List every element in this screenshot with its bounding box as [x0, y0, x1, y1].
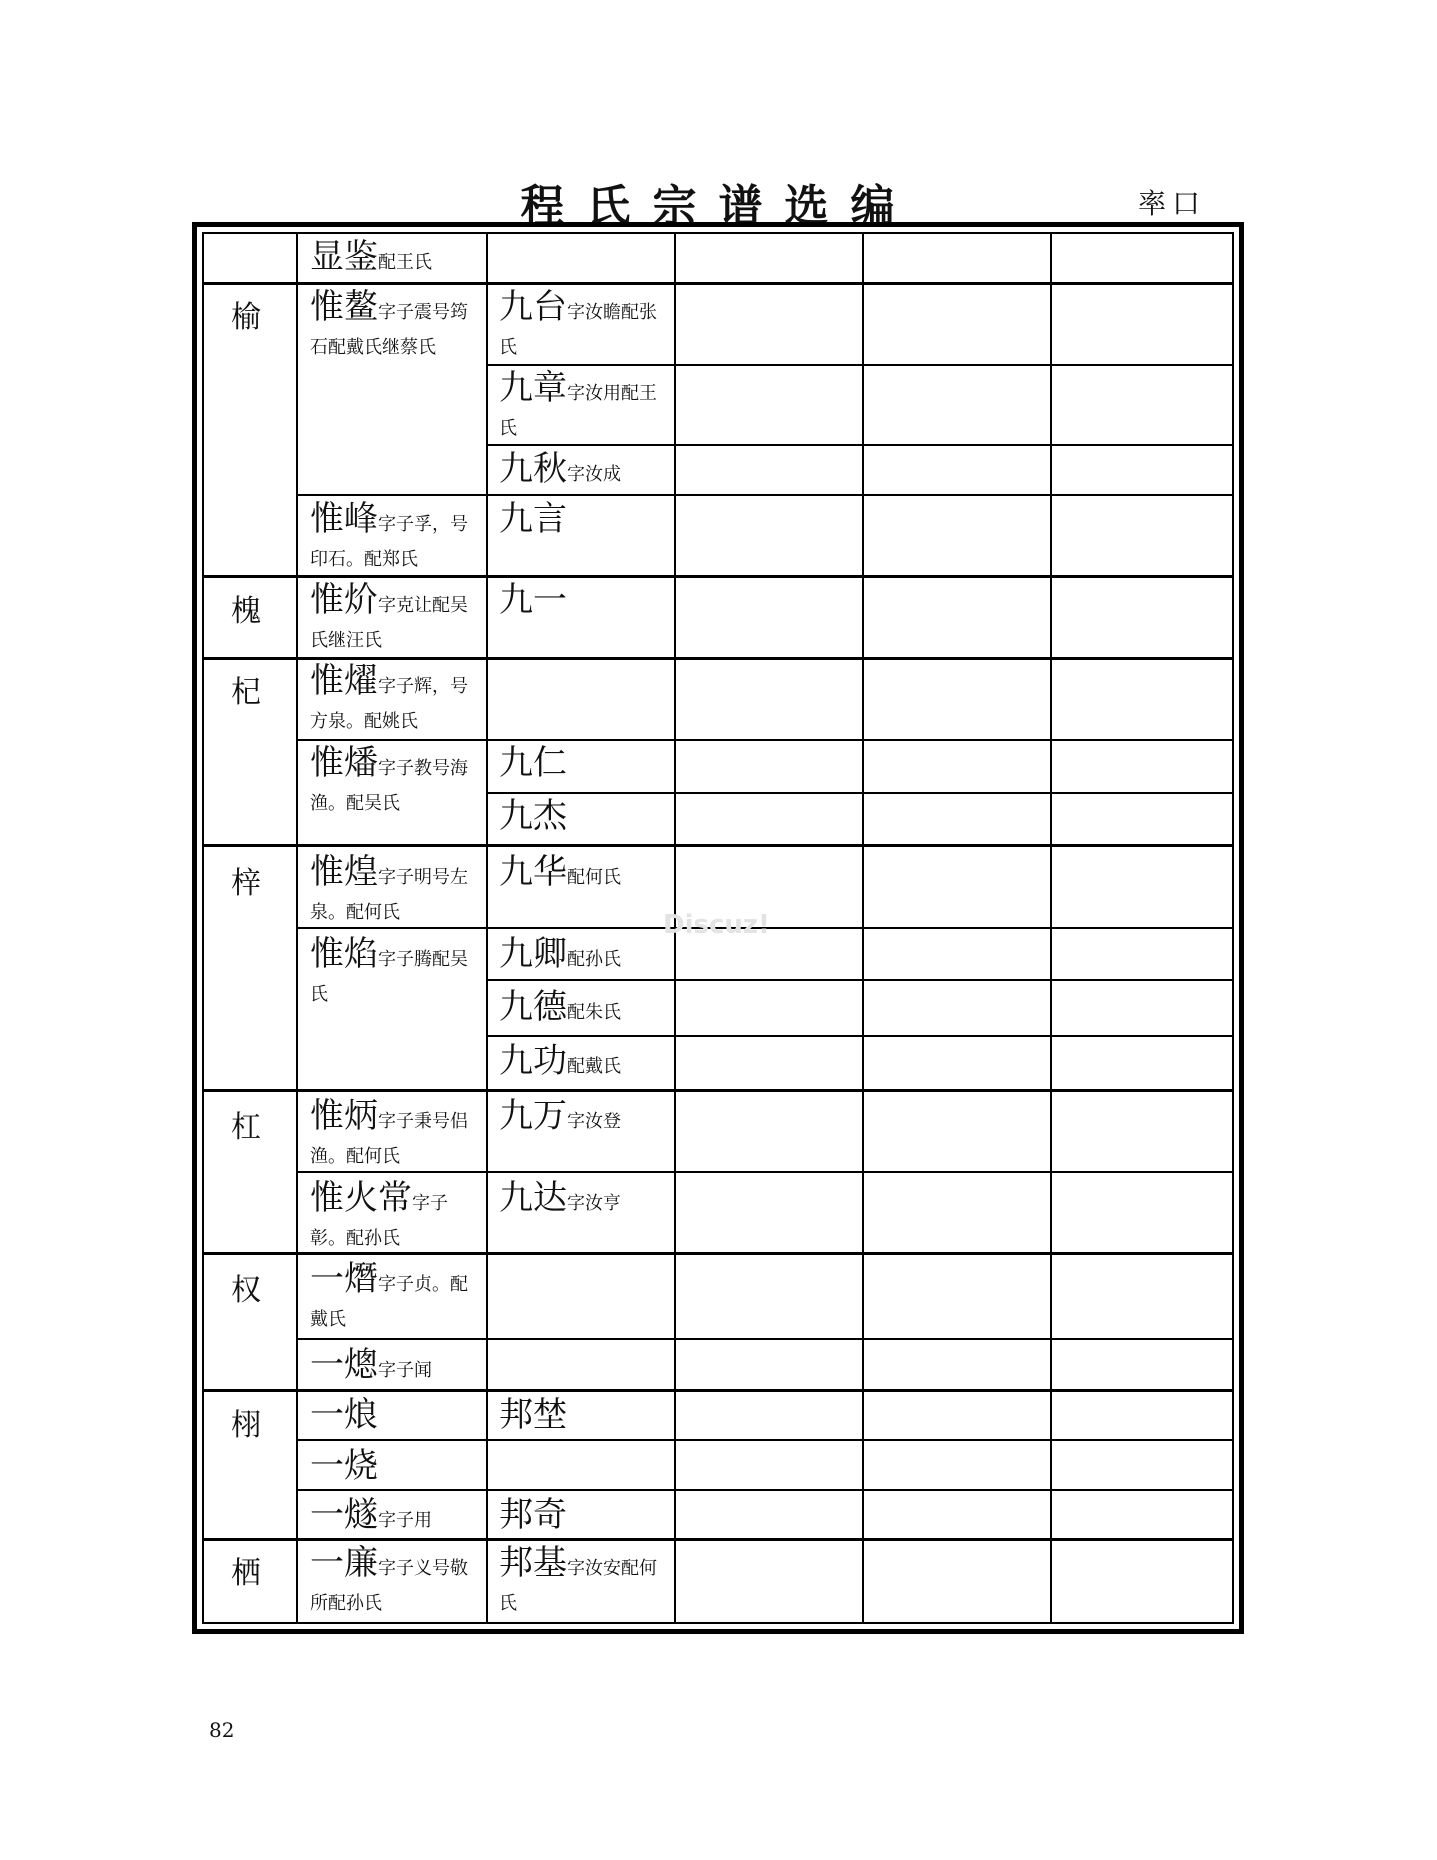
gen3-entry: 九达字汝亨: [499, 1178, 621, 1218]
grid-hline: [202, 1089, 1234, 1092]
gen3-entry: 九功配戴氏: [499, 1041, 621, 1081]
gen2-entry: 惟炳字子秉号侣渔。配何氏: [310, 1096, 468, 1167]
grid-hline: [296, 1439, 1234, 1441]
gen2-entry: 一烧: [310, 1446, 378, 1486]
gen1-name: 栩: [231, 1408, 261, 1443]
gen3-entry: 九德配朱氏: [499, 987, 621, 1027]
watermark: Discuz!: [663, 910, 770, 940]
grid-hline: [296, 1338, 1234, 1340]
gen3-entry: 九章字汝用配王氏: [499, 368, 657, 439]
gen2-entry: 惟鳌字子震号筠石配戴氏继蔡氏: [310, 287, 468, 358]
gen1-name: 榆: [231, 300, 261, 335]
gen1-name: 栖: [231, 1556, 261, 1591]
gen2-entry: 一燧字子用: [310, 1495, 432, 1535]
grid-hline: [486, 1035, 1234, 1037]
gen1-name: 权: [231, 1273, 261, 1308]
gen3-entry: 九万字汝登: [499, 1096, 621, 1136]
gen3-entry: 邦奇: [499, 1495, 567, 1535]
page-title: 程氏宗谱选编: [520, 181, 917, 232]
gen2-entry: 惟炌字克让配吴氏继汪氏: [310, 580, 468, 651]
grid-hline: [202, 844, 1234, 847]
grid-hline: [202, 1389, 1234, 1392]
gen3-entry: 邦基字汝安配何氏: [499, 1543, 657, 1614]
gen2-entry: 惟燿字子辉，号方泉。配姚氏: [310, 661, 468, 732]
grid-hline: [486, 979, 1234, 981]
gen2-entry: 一熜字子闻: [310, 1345, 432, 1385]
gen2-entry: 惟峰字子孚，号印石。配郑氏: [310, 499, 468, 570]
gen2-entry: 惟火常字子彰。配孙氏: [310, 1178, 448, 1249]
grid-hline: [486, 792, 1234, 794]
gen2-entry: 惟焰字子腾配吴氏: [310, 934, 468, 1005]
grid-hline: [296, 739, 1234, 741]
gen2-entry: 一廉字子义号敬所配孙氏: [310, 1543, 468, 1614]
gen3-entry: 九仁: [499, 743, 567, 783]
gen3-entry: 九杰: [499, 796, 567, 836]
gen3-entry: 九秋字汝成: [499, 449, 621, 489]
grid-hline: [202, 1538, 1234, 1541]
gen1-name: 杠: [231, 1110, 261, 1145]
gen3-entry: 九华配何氏: [499, 852, 621, 892]
gen2-entry: 惟煌字子明号左泉。配何氏: [310, 852, 468, 923]
gen2-entry: 惟燔字子教号海渔。配吴氏: [310, 743, 468, 814]
gen3-entry: 九台字汝瞻配张氏: [499, 287, 657, 358]
gen1-name: 梓: [231, 866, 261, 901]
grid-hline: [202, 282, 1234, 285]
gen2-entry: 显鉴配王氏: [310, 237, 432, 277]
gen3-entry: 邦埜: [499, 1395, 567, 1435]
gen2-entry: 一烺: [310, 1395, 378, 1435]
gen3-entry: 九言: [499, 499, 567, 539]
grid-hline: [296, 1489, 1234, 1491]
gen3-entry: 九卿配孙氏: [499, 934, 621, 974]
gen2-entry: 一熸字子贞。配戴氏: [310, 1259, 468, 1330]
gen1-name: 槐: [231, 594, 261, 629]
gen3-entry: 九一: [499, 580, 567, 620]
grid-hline: [296, 494, 1234, 496]
page-place: 率口: [1138, 187, 1207, 220]
gen1-name: 杞: [231, 675, 261, 710]
page-number: 82: [209, 1718, 235, 1742]
